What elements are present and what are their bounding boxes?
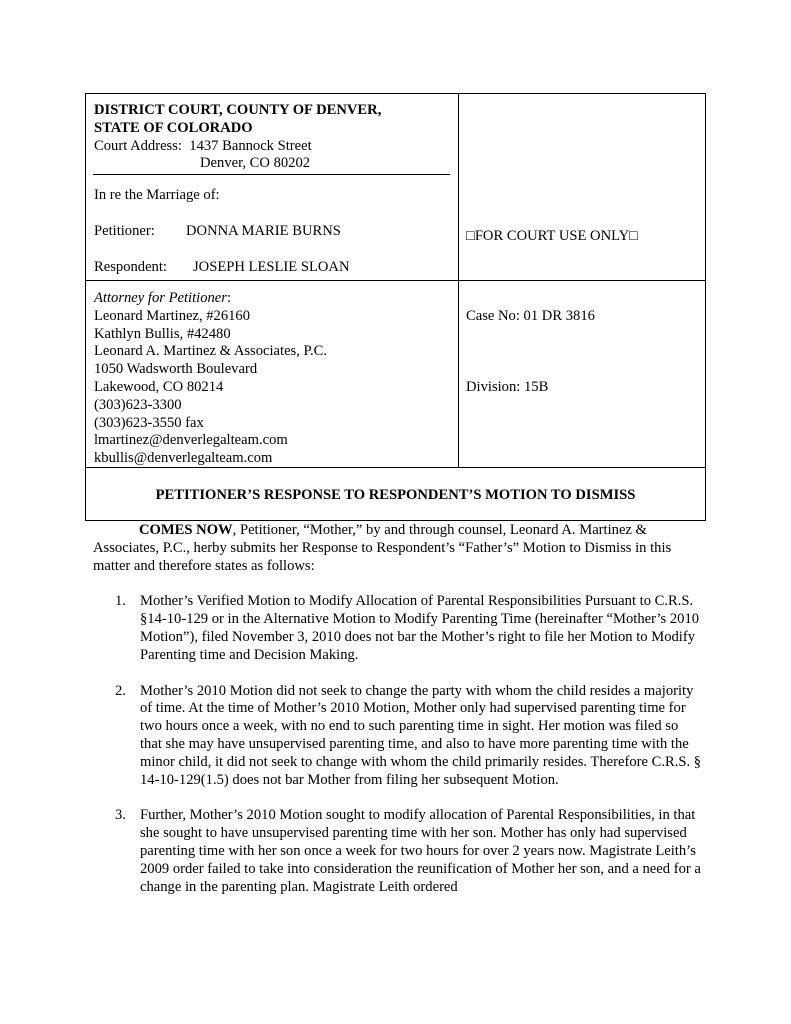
- attorney-email: lmartinez@denverlegalteam.com: [94, 432, 288, 449]
- parties-block: [94, 187, 349, 276]
- court-address-street: 1437 Bannock Street: [189, 137, 312, 154]
- attorney-line: (303)623-3300: [94, 396, 182, 413]
- in-re-line: In re the Marriage of:: [94, 187, 220, 203]
- division: Division: 15B: [466, 379, 549, 395]
- attorney-line: 1050 Wadsworth Boulevard: [94, 361, 258, 378]
- case-caption: [85, 93, 706, 521]
- caption-divider-1: [86, 280, 705, 281]
- numbered-list: [93, 593, 703, 896]
- list-item-number: 1.: [115, 593, 126, 610]
- list-item: [93, 683, 703, 790]
- petitioner-row: [94, 223, 349, 241]
- court-address-rule: [93, 174, 450, 175]
- petitioner-label: Petitioner:: [94, 222, 155, 239]
- petitioner-name: DONNA MARIE BURNS: [186, 222, 341, 239]
- attorney-heading-line: [94, 290, 327, 308]
- respondent-label: Respondent:: [94, 258, 167, 275]
- attorney-block: [94, 290, 327, 468]
- respondent-row: [94, 259, 349, 277]
- attorney-line: Lakewood, CO 80214: [94, 378, 224, 395]
- case-number: Case No: 01 DR 3816: [466, 308, 595, 324]
- court-name-line2: STATE OF COLORADO: [94, 119, 253, 136]
- attorney-line: Leonard A. Martinez & Associates, P.C.: [94, 343, 328, 360]
- intro-bold: COMES NOW: [139, 522, 233, 538]
- list-item-number: 3.: [115, 807, 126, 824]
- document-body: [93, 522, 703, 896]
- list-item-text: Mother’s Verified Motion to Modify Allocation of Parental Responsibilities Pursuant to C.R.S. §14-10-129 or in the Alternative Motion to Modify Parenting Time (hereinafter “Mother’s 2010 Motion”), filed November 3, 2010 does not bar the Mother’s right to file her Motion to Modify Parenting time and Decision Making.: [140, 593, 700, 663]
- court-address-city: Denver, CO 80202: [200, 155, 311, 172]
- list-item-text: Further, Mother’s 2010 Motion sought to modify allocation of Parental Responsibilities, in that she sought to have unsupervised parenting time with her son. Mother has only had supervised parenting time with her son once a week for two hours for over 2 years now. Magistrate Leith’s 2009 order failed to take into consideration the reunification of Mother her son, and a need for a change in the parenting plan. Magistrate Leith ordered: [140, 807, 701, 895]
- intro-text: , Petitioner, “Mother,” by and through counsel, Leonard A. Martinez & Associates, P.C., herby submits her Response to Respondent’s “Father’s” Motion to Dismiss in this matter and therefore states as follows:: [93, 522, 672, 574]
- court-block: [94, 102, 381, 173]
- attorney-heading-colon: :: [226, 290, 232, 306]
- attorney-line: Kathlyn Bullis, #42480: [94, 325, 231, 342]
- attorney-line: (303)623-3550 fax: [94, 414, 204, 431]
- attorney-email: kbullis@denverlegalteam.com: [94, 450, 273, 467]
- attorney-heading: Attorney for Petitioner: [94, 290, 227, 306]
- list-item: [93, 807, 703, 896]
- intro-paragraph: [93, 522, 703, 575]
- court-name-line1: DISTRICT COURT, COUNTY OF DENVER,: [94, 102, 382, 118]
- list-item: [93, 593, 703, 664]
- court-use-only: □FOR COURT USE ONLY□: [466, 228, 638, 244]
- list-item-number: 2.: [115, 682, 126, 699]
- attorney-line: Leonard Martinez, #26160: [94, 307, 251, 324]
- court-address: [94, 138, 381, 156]
- list-item-text: Mother’s 2010 Motion did not seek to change the party with whom the child resides a majority of time. At the time of Mother’s 2010 Motion, Mother only had supervised parenting time for two hours once a week, with no end to such parenting time in sight. Her motion was filed so that she may have unsupervised parenting time, and also to have more parenting time with the minor child, it did not seek to change with whom the child primarily resides. Therefore C.R.S. § 14-10-129(1.5) does not bar Mother from filing her subsequent Motion.: [140, 682, 702, 788]
- document-title: PETITIONER’S RESPONSE TO RESPONDENT’S MOTION TO DISMISS: [155, 487, 636, 503]
- respondent-name: JOSEPH LESLIE SLOAN: [193, 258, 350, 275]
- court-address-label: Court Address:: [94, 137, 182, 154]
